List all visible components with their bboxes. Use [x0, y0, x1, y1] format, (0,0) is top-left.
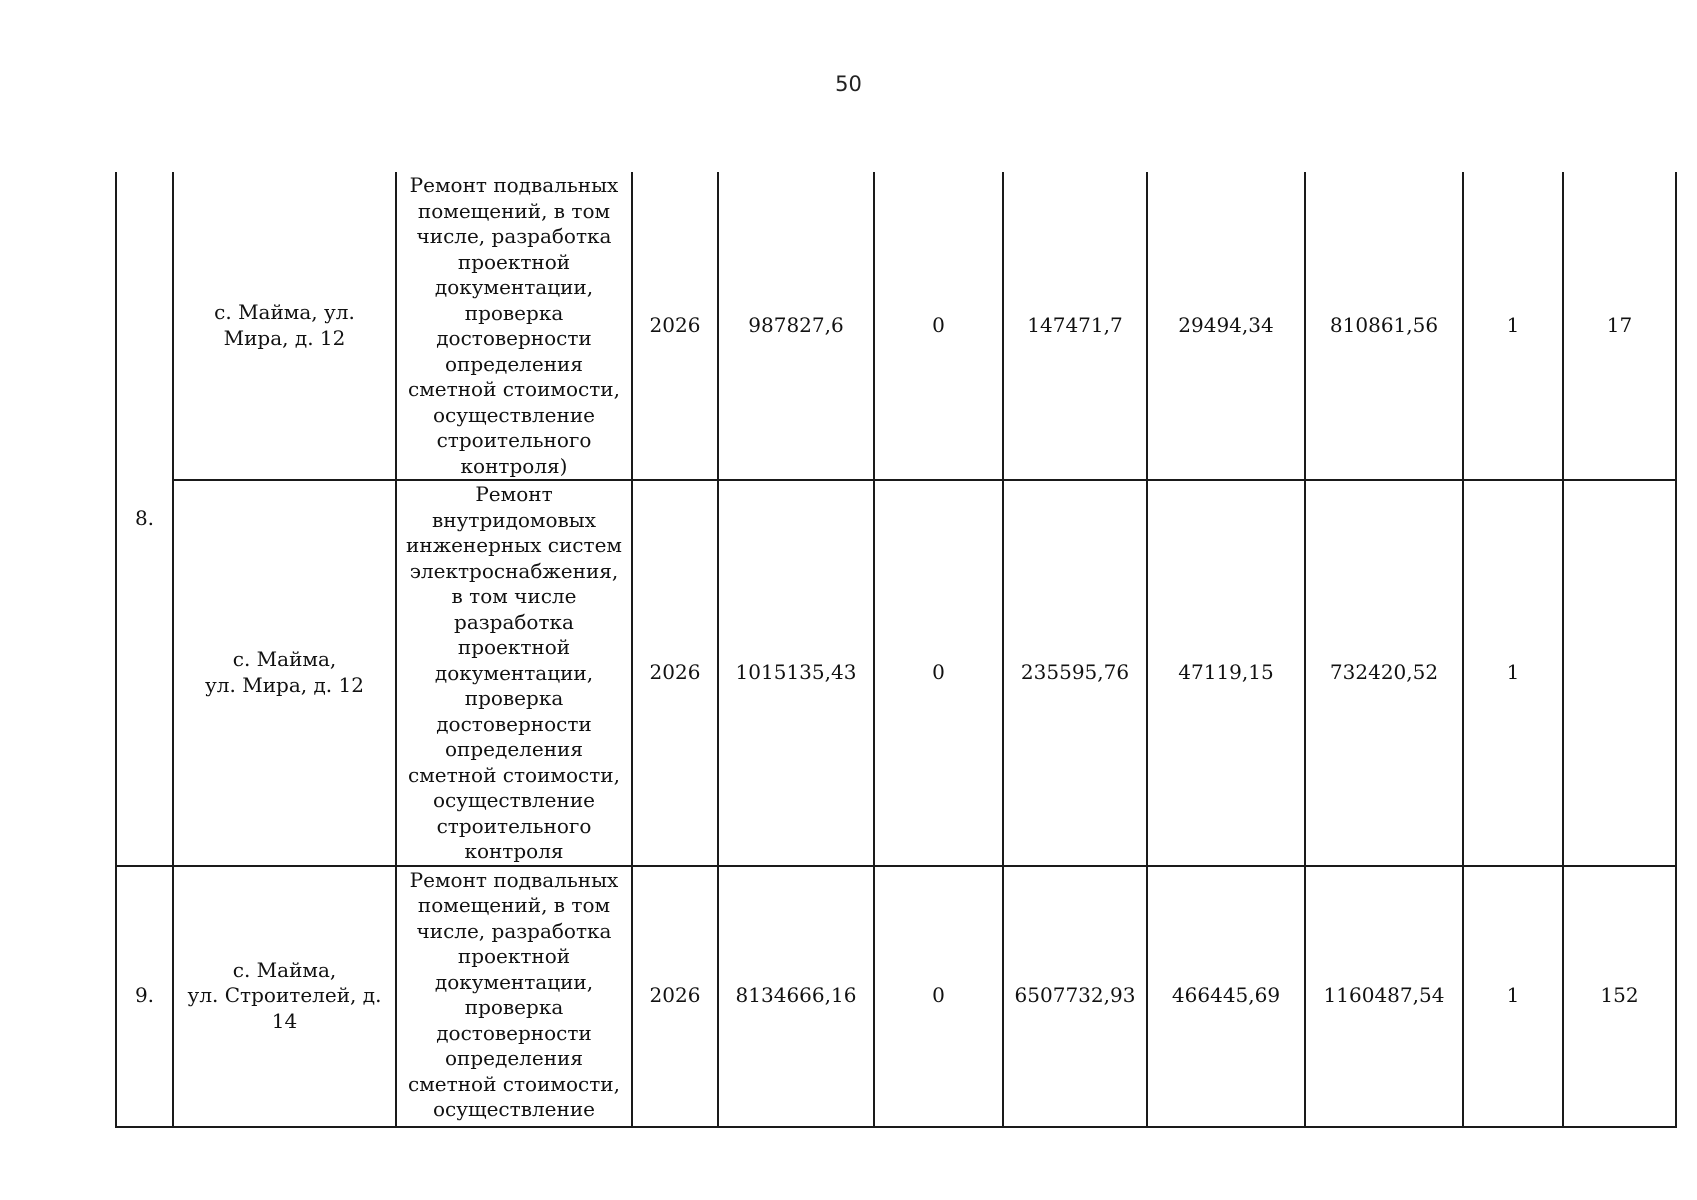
local-budget-cell: 29494,34 — [1147, 172, 1305, 480]
table-row — [116, 480, 1676, 866]
address-cell: с. Майма, ул. Мира, д. 12 — [173, 480, 396, 866]
republic-budget-cell: 6507732,93 — [1003, 866, 1147, 1127]
owners-funds-cell: 1160487,54 — [1305, 866, 1463, 1127]
document-table-area — [115, 172, 1675, 1121]
last-column-cell: 152 — [1563, 866, 1676, 1127]
last-column-cell — [1563, 480, 1676, 866]
republic-budget-cell: 235595,76 — [1003, 480, 1147, 866]
fund-cell: 0 — [874, 172, 1003, 480]
count-cell: 1 — [1463, 866, 1563, 1127]
work-type-cell: Ремонт подвальных помещений, в том числе, разработка проектной документации, проверка достоверности определения сметной стоимости, осуществление строительного контроля) — [396, 172, 632, 480]
total-cost-cell: 1015135,43 — [718, 480, 874, 866]
work-type-cell: Ремонт внутридомовых инженерных систем электроснабжения, в том числе разработка проектной документации, проверка достоверности определения сметной стоимости, осуществление строительного контроля — [396, 480, 632, 866]
repair-program-table — [115, 172, 1677, 1128]
local-budget-cell: 47119,15 — [1147, 480, 1305, 866]
fund-cell: 0 — [874, 866, 1003, 1127]
table-row — [116, 172, 1676, 480]
year-cell: 2026 — [632, 480, 718, 866]
total-cost-cell: 8134666,16 — [718, 866, 874, 1127]
page-number: 50 — [835, 72, 862, 96]
owners-funds-cell: 810861,56 — [1305, 172, 1463, 480]
address-cell: с. Майма, ул. Строителей, д. 14 — [173, 866, 396, 1127]
row-number-cell: 9. — [116, 866, 173, 1127]
owners-funds-cell: 732420,52 — [1305, 480, 1463, 866]
row-number-cell: 8. — [116, 172, 173, 866]
total-cost-cell: 987827,6 — [718, 172, 874, 480]
year-cell: 2026 — [632, 172, 718, 480]
republic-budget-cell: 147471,7 — [1003, 172, 1147, 480]
address-cell: с. Майма, ул. Мира, д. 12 — [173, 172, 396, 480]
count-cell: 1 — [1463, 172, 1563, 480]
local-budget-cell: 466445,69 — [1147, 866, 1305, 1127]
fund-cell: 0 — [874, 480, 1003, 866]
work-type-cell: Ремонт подвальных помещений, в том числе, разработка проектной документации, проверка достоверности определения сметной стоимости, осуществление — [396, 866, 632, 1127]
table-row — [116, 866, 1676, 1127]
count-cell: 1 — [1463, 480, 1563, 866]
year-cell: 2026 — [632, 866, 718, 1127]
last-column-cell: 17 — [1563, 172, 1676, 480]
